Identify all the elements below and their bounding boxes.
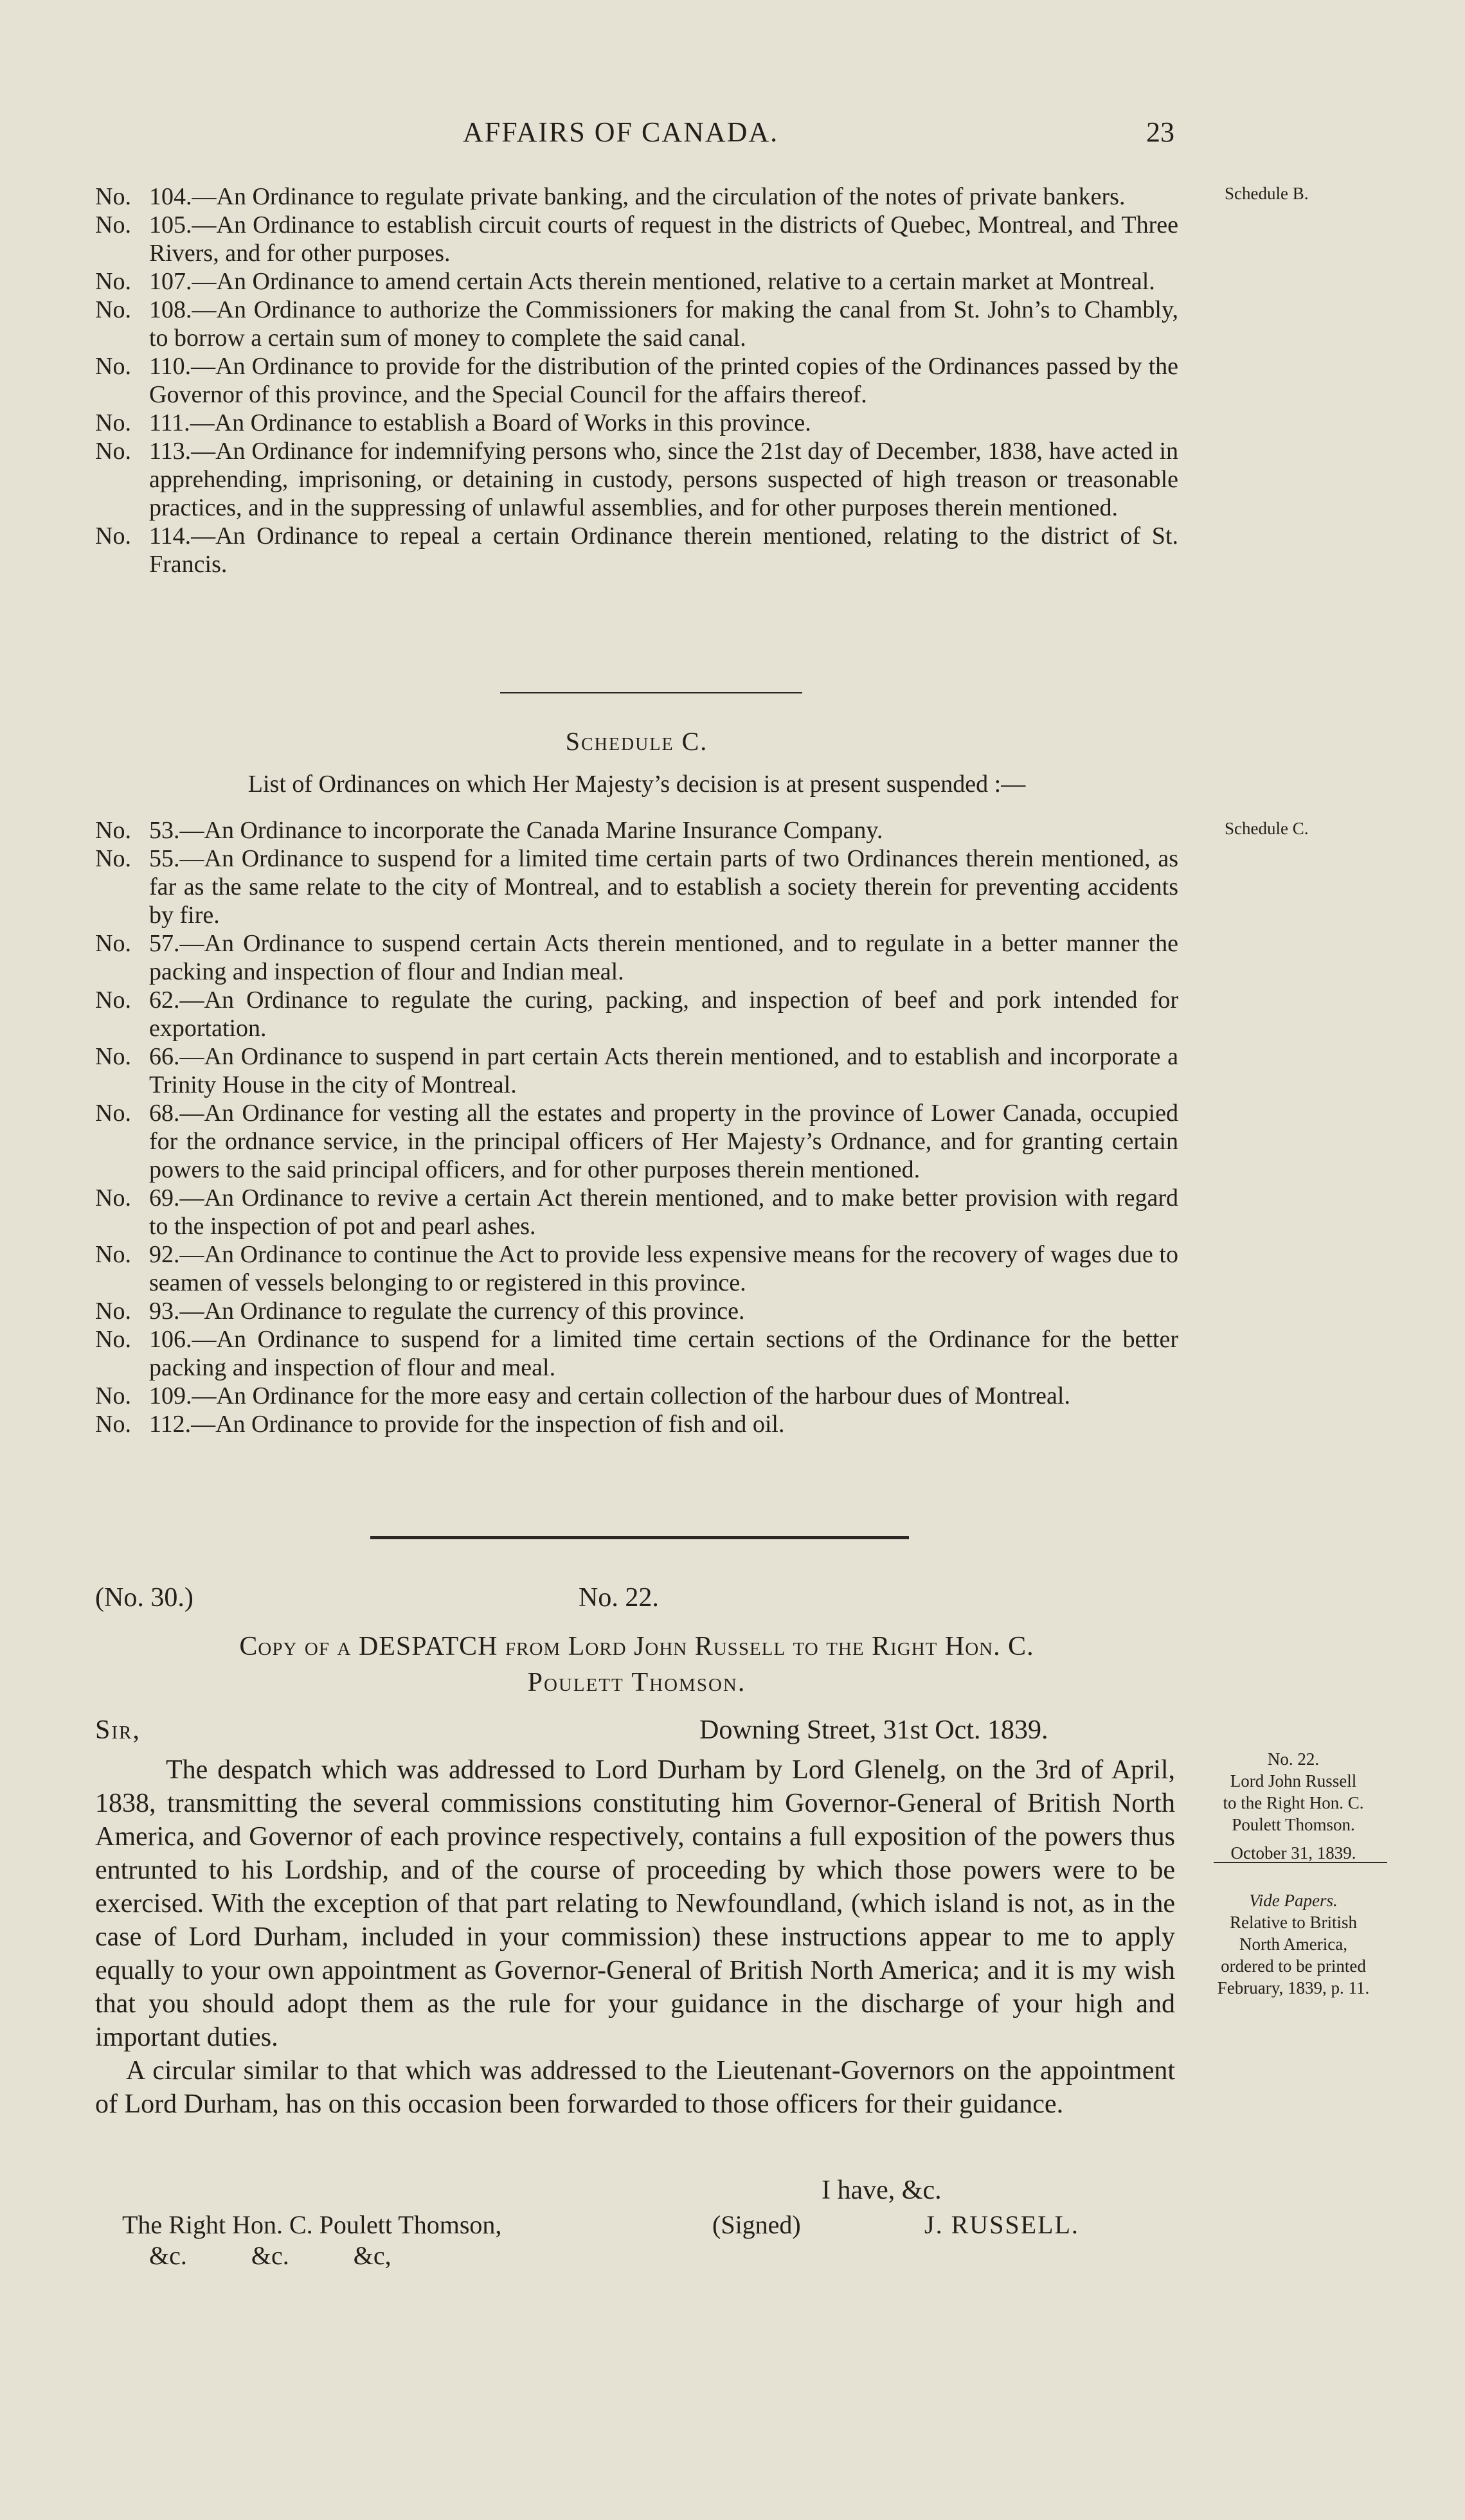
- despatch-title-line1: Copy of a DESPATCH from Lord John Russell to the Right Hon. C.: [239, 1632, 1034, 1661]
- list-item: No. 53.—An Ordinance to incorporate the Canada Marine Insurance Company.: [95, 817, 883, 844]
- sidebar-divider: [1214, 1862, 1387, 1863]
- addressee-etc: &c. &c. &c,: [149, 2241, 391, 2270]
- list-item: No. 55.—An Ordinance to suspend for a limited time certain parts of two Ordinances therein mentioned, as far as the same relate to the city of Montreal, and to establish a society therein for preventing accidents by fire.: [95, 845, 1178, 929]
- despatch-salutation-row: [95, 1712, 1178, 1748]
- list-item: No. 62.—An Ordinance to regulate the curing, packing, and inspection of beef and pork intended for exportation.: [95, 987, 1178, 1042]
- list-item: No. 57.—An Ordinance to suspend certain Acts therein mentioned, and to regulate in a better manner the packing and inspection of flour and Indian meal.: [95, 930, 1178, 985]
- schedule-c-heading: Schedule C.: [565, 727, 708, 756]
- schedule-c-intro: List of Ordinances on which Her Majesty’s decision is at present suspended :—: [247, 771, 1026, 798]
- list-item: No. 109.—An Ordinance for the more easy and certain collection of the harbour dues of Montreal.: [95, 1382, 1070, 1409]
- schedule-b-list: [95, 183, 1178, 578]
- list-item: No. 112.—An Ordinance to provide for the inspection of fish and oil.: [95, 1411, 785, 1438]
- despatch-title-line2: Poulett Thomson.: [527, 1668, 746, 1697]
- closing: I have, &c.: [822, 2176, 942, 2205]
- signature-block: [95, 2207, 1178, 2284]
- list-item: No. 106.—An Ordinance to suspend for a limited time certain sections of the Ordinance for the better packing and inspection of flour and meal.: [95, 1326, 1178, 1381]
- closing-row: [95, 2172, 1178, 2211]
- despatch-number: No. 22.: [579, 1583, 659, 1613]
- signed-label: (Signed): [712, 2210, 801, 2239]
- signature: J. RUSSELL.: [924, 2210, 1079, 2239]
- list-item: No. 113.—An Ordinance for indemnifying persons who, since the 21st day of December, 1838, have acted in apprehending, imprisoning, or detaining in custody, persons suspected of high treason or treasonable practices, and in the suppressing of unlawful assemblies, and for other purposes therein mentioned.: [95, 438, 1178, 521]
- list-item: No. 104.—An Ordinance to regulate private banking, and the circulation of the notes of private bankers.: [95, 183, 1126, 210]
- list-item: No. 69.—An Ordinance to revive a certain Act therein mentioned, and to make better provision with regard to the inspection of pot and pearl ashes.: [95, 1184, 1178, 1240]
- despatch-body: [95, 1753, 1175, 2121]
- sidebar-despatch-note: No. 22. Lord John Russell to the Right Hon. C. Poulett Thomson. October 31, 1839.: [1223, 1749, 1364, 1863]
- section-divider-heavy: [370, 1536, 909, 1539]
- list-item: No. 92.—An Ordinance to continue the Act to provide less expensive means for the recovery of wages due to seamen of vessels belonging to or registered in this province.: [95, 1241, 1178, 1296]
- dateline: Downing Street, 31st Oct. 1839.: [699, 1715, 1048, 1745]
- section-divider: [500, 692, 802, 693]
- despatch-title: [95, 1629, 1178, 1701]
- schedule-c-margin-label: Schedule C.: [1225, 819, 1309, 838]
- doc-number: (No. 30.): [95, 1583, 193, 1613]
- list-item: No. 105.—An Ordinance to establish circuit courts of request in the districts of Quebec, Montreal, and Three Rivers, and for other purposes.: [95, 211, 1178, 267]
- despatch-paragraph-2: A circular similar to that which was addressed to the Lieutenant-Governors on the appointment of Lord Durham, has on this occasion been forwarded to those officers for their guidance.: [95, 2056, 1175, 2119]
- sidebar-vide-note: Vide Papers. Relative to British North America, ordered to be printed February, 1839, p. 11.: [1217, 1891, 1370, 1997]
- list-item: No. 111.—An Ordinance to establish a Board of Works in this province.: [95, 409, 811, 436]
- despatch-paragraph-1: The despatch which was addressed to Lord Durham by Lord Glenelg, on the 3rd of April, 1838, transmitting the several commissions constituting him Governor-General of British North America, and Governor of each province respectively, contains a full exposition of the powers thus entrunted to his Lordship, and of the course of proceeding by which those powers were to be exercised. With the exception of that part relating to Newfoundland, (which island is not, as in the case of Lord Durham, included in your commission) these instructions appear to me to apply equally to your own appointment as Governor-General of British North America; and it is my wish that you should adopt them as the rule for your guidance in the discharge of your high and important duties.: [95, 1755, 1175, 2052]
- running-title: AFFAIRS OF CANADA.: [463, 116, 779, 148]
- list-item: No. 66.—An Ordinance to suspend in part certain Acts therein mentioned, and to establish and incorporate a Trinity House in the city of Montreal.: [95, 1043, 1178, 1098]
- salutation: Sir,: [95, 1715, 141, 1745]
- schedule-c-list: [95, 816, 1178, 1438]
- list-item: No. 114.—An Ordinance to repeal a certain Ordinance therein mentioned, relating to the district of St. Francis.: [95, 523, 1178, 578]
- running-head: [0, 116, 1465, 154]
- list-item: No. 68.—An Ordinance for vesting all the estates and property in the province of Lower Canada, occupied for the ordnance service, in the principal officers of Her Majesty’s Ordnance, and for granting certain powers to the said principal officers, and for other purposes therein mentioned.: [95, 1100, 1178, 1183]
- list-item: No. 110.—An Ordinance to provide for the distribution of the printed copies of the Ordinances passed by the Governor of this province, and the Special Council for the affairs thereof.: [95, 353, 1178, 408]
- page-number: 23: [1146, 116, 1174, 148]
- list-item: No. 107.—An Ordinance to amend certain Acts therein mentioned, relative to a certain market at Montreal.: [95, 268, 1155, 295]
- despatch-numbers: [95, 1580, 1178, 1616]
- list-item: No. 93.—An Ordinance to regulate the currency of this province.: [95, 1298, 745, 1325]
- list-item: No. 108.—An Ordinance to authorize the Commissioners for making the canal from St. John’s to Chambly, to borrow a certain sum of money to complete the said canal.: [95, 296, 1178, 352]
- addressee: The Right Hon. C. Poulett Thomson,: [122, 2210, 502, 2239]
- schedule-b-margin-label: Schedule B.: [1225, 184, 1309, 203]
